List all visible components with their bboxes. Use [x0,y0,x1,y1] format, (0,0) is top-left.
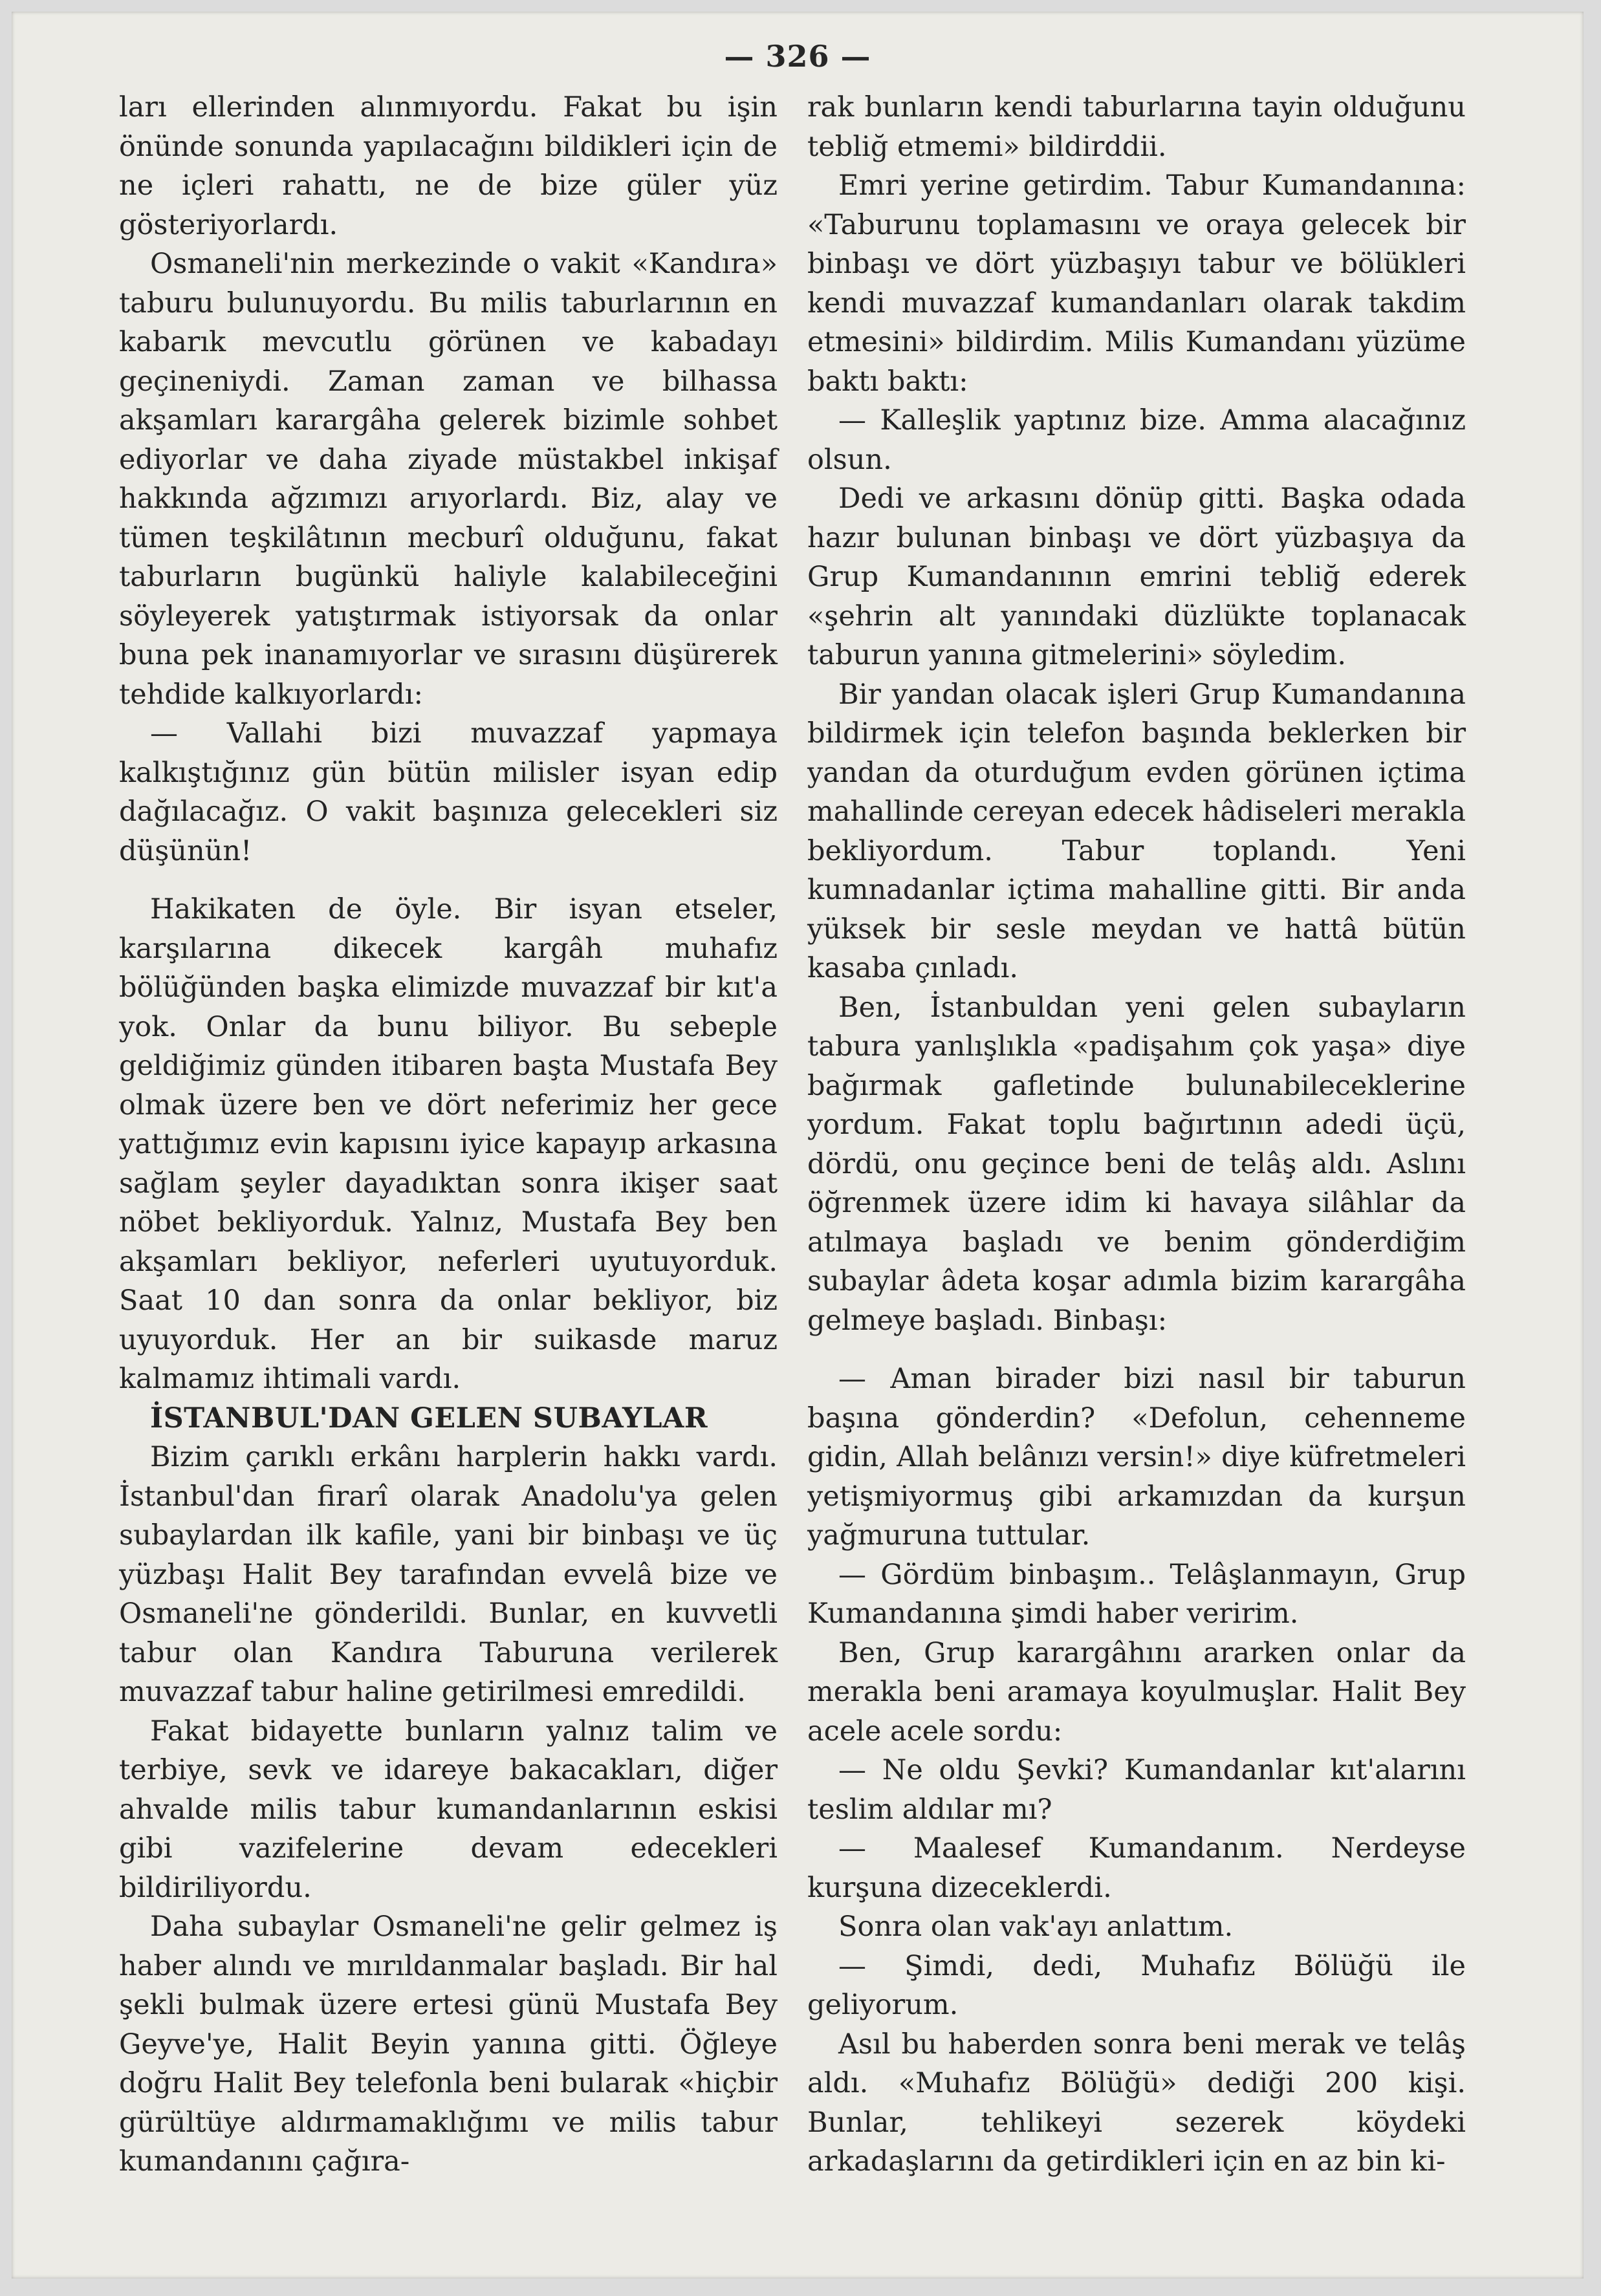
paragraph: — Kalleşlik yaptınız bize. Amma alacağınız olsun. [807,404,1466,476]
paragraph: — Gördüm binbaşım.. Telâşlanmayın, Grup Kumandanına şimdi haber veririm. [807,1558,1466,1630]
paragraph: Bizim çarıklı erkânı harplerin hakkı vardı. İstanbul'dan firarî olarak Anadolu'ya gelen subaylardan ilk kafile, yani bir binbaşı ve üç yüzbaşı Halit Bey tarafından evvelâ bize ve Osmaneli'ne gönderildi. Bunlar, en kuvvetli tabur olan Kandıra Taburuna verilerek muvazzaf tabur haline getirilmesi emredildi. [119,1441,778,1708]
paragraph: — Aman birader bizi nasıl bir taburun başına gönderdin? «Defolun, cehenneme gidin, Allah belânızı versin!» diye küfretmeleri yetişmiyormuş gibi arkamızdan da kurşun yağmuruna tuttular. [807,1363,1466,1552]
paragraph: Ben, Grup karargâhını ararken onlar da merakla beni aramaya koyulmuşlar. Halit Bey acele acele sordu: [807,1636,1466,1748]
page-number: — 326 — [724,39,871,74]
paragraph: Asıl bu haberden sonra beni merak ve telâş aldı. «Muhafız Bölüğü» dediği 200 kişi. Bunlar, tehlikeyi sezerek köydeki arkadaşlarını da getirdikleri için en az bin ki- [807,2028,1466,2178]
paragraph: Daha subaylar Osmaneli'ne gelir gelmez iş haber alındı ve mırıldanmalar başladı. Bir hal şekli bulmak üzere ertesi günü Mustafa Bey Geyve'ye, Halit Beyin yanına gitti. Öğleye doğru Halit Bey telefonla beni bularak «hiçbir gürültüye aldırmamaklığımı ve milis tabur kumandanını çağıra- [119,1911,778,2178]
left-column [119,88,778,2182]
paragraph: — Vallahi bizi muvazzaf yapmaya kalkıştığınız gün bütün milisler isyan edip dağılacağız. O vakit başınıza gelecekleri siz düşünün! [119,717,778,867]
right-column [807,88,1466,2182]
section-heading: İSTANBUL'DAN GELEN SUBAYLAR [150,1402,708,1435]
paragraph: Dedi ve arkasını dönüp gitti. Başka odada hazır bulunan binbaşı ve dört yüzbaşıya da Grup Kumandanının emrini tebliğ ederek «şehrin alt yanındaki düzlükte toplanacak taburun yanına gitmelerini» söyledim. [807,482,1466,671]
paragraph: ları ellerinden alınmıyordu. Fakat bu işin önünde sonunda yapılacağını bildikleri için de ne içleri rahattı, ne de bize güler yüz gösteriyorlardı. [119,91,778,241]
paragraph: rak bunların kendi taburlarına tayin olduğunu tebliğ etmemi» bildirddii. [807,91,1466,163]
paragraph: Hakikaten de öyle. Bir isyan etseler, karşılarına dikecek kargâh muhafız bölüğünden başka elimizde muvazzaf bir kıt'a yok. Onlar da bunu biliyor. Bu sebeple geldiğimiz günden itibaren başta Mustafa Bey olmak üzere ben ve dört neferimiz her gece yattığımız evin kapısını iyice kapayıp arkasına sağlam şeyler dayadıktan sonra ikişer saat nöbet bekliyorduk. Yalnız, Mustafa Bey ben akşamları bekliyor, neferleri uyutuyorduk. Saat 10 dan sonra da onlar bekliyor, biz uyuyorduk. Her an bir suikasde maruz kalmamız ihtimali vardı. [119,893,778,1395]
paragraph: Fakat bidayette bunların yalnız talim ve terbiye, sevk ve idareye bakacakları, diğer ahvalde milis tabur kumandanlarının eskisi gibi vazifelerine devam edecekleri bildiriliyordu. [119,1715,778,1904]
paragraph: — Maalesef Kumandanım. Nerdeyse kurşuna dizeceklerdi. [807,1832,1466,1904]
document-page [12,12,1584,2279]
paragraph: Sonra olan vak'ayı anlattım. [838,1911,1234,1943]
paragraph: Ben, İstanbuldan yeni gelen subayların tabura yanlışlıkla «padişahım çok yaşa» diye bağırmak gafletinde bulunabileceklerine yordum. Fakat toplu bağırtının adedi üçü, dördü, onu geçince beni de telâş aldı. Aslını öğrenmek üzere idim ki havaya silâhlar da atılmaya başladı ve benim gönderdiğim subaylar âdeta koşar adımla bizim karargâha gelmeye başladı. Binbaşı: [807,991,1466,1337]
paragraph: Bir yandan olacak işleri Grup Kumandanına bildirmek için telefon başında beklerken bir yandan da oturduğum evden görünen içtima mahallinde cereyan edecek hâdiseleri merakla bekliyordum. Tabur toplandı. Yeni kumnadanlar içtima mahalline gitti. Bir anda yüksek bir sesle meydan ve hattâ bütün kasaba çınladı. [807,678,1466,984]
paragraph: Emri yerine getirdim. Tabur Kumandanına: «Taburunu toplamasını ve oraya gelecek bir binbaşı ve dört yüzbaşıyı tabur ve bölükleri kendi muvazzaf kumandanları olarak takdim etmesini» bildirdim. Milis Kumandanı yüzüme baktı baktı: [807,169,1466,398]
paragraph: Osmaneli'nin merkezinde o vakit «Kandıra» taburu bulunuyordu. Bu milis taburlarının en kabarık mevcutlu görünen ve kabadayı geçineniydi. Zaman zaman ve bilhassa akşamları karargâha gelerek bizimle sohbet ediyorlar ve daha ziyade müstakbel inkişaf hakkında ağzımızı arıyorlardı. Biz, alay ve tümen teşkilâtının mecburî olduğunu, fakat taburların bugünkü haliyle kalabileceğini söyleyerek yatıştırmak istiyorsak da onlar buna pek inanamıyorlar ve sırasını düşürerek tehdide kalkıyorlardı: [119,248,778,711]
paragraph: — Ne oldu Şevki? Kumandanlar kıt'alarını teslim aldılar mı? [807,1754,1466,1826]
paragraph: — Şimdi, dedi, Muhafız Bölüğü ile geliyorum. [807,1949,1466,2021]
